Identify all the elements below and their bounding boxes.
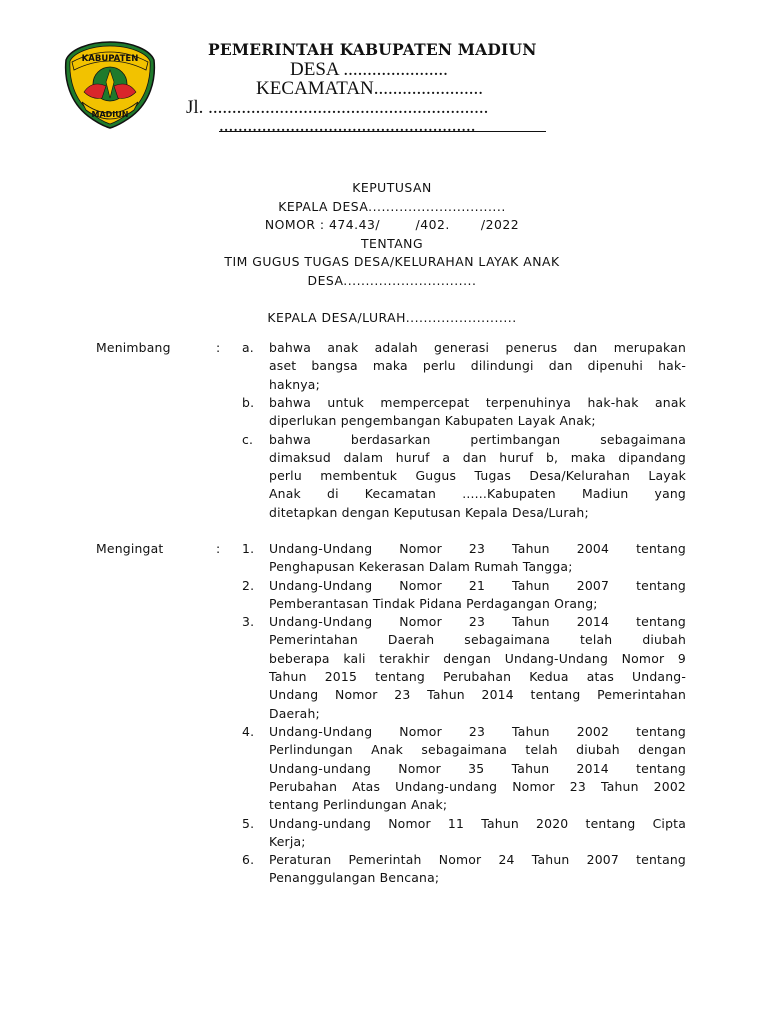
- letterhead-title: PEMERINTAH KABUPATEN MADIUN: [208, 40, 537, 59]
- mengingat-item: [242, 851, 686, 888]
- mengingat-item: [242, 577, 686, 614]
- mengingat-item-line: Peraturan Pemerintah Nomor 24 Tahun 2007 tentang: [269, 852, 686, 868]
- menimbang-item-line: Anak di Kecamatan ......Kabupaten Madiun yang: [269, 486, 686, 502]
- mengingat-label: Mengingat: [96, 541, 164, 556]
- menimbang-item-line: bahwa berdasarkan pertimbangan sebagaimana: [269, 431, 686, 447]
- menimbang-item: [242, 339, 686, 394]
- heading-kepala-desa: KEPALA DESA...............................: [278, 199, 506, 214]
- mengingat-item-marker: 6.: [242, 852, 255, 868]
- menimbang-item-line: dimaksud dalam huruf a dan huruf b, maka dipandang: [269, 449, 686, 465]
- menimbang-item-marker: a.: [242, 340, 254, 355]
- mengingat-item-line: beberapa kali terakhir dengan Undang-Undang Nomor 9: [269, 650, 686, 666]
- menimbang-item-line: diperlukan pengembangan Kabupaten Layak Anak;: [269, 413, 596, 429]
- mengingat-item-marker: 1.: [242, 541, 255, 556]
- logo-text-bottom: MADIUN: [91, 110, 129, 119]
- kabupaten-madiun-emblem: [62, 40, 158, 130]
- heading-keputusan: KEPUTUSAN: [352, 180, 432, 195]
- mengingat-item-line: Penghapusan Kekerasan Dalam Rumah Tangga;: [269, 559, 573, 575]
- menimbang-colon: :: [216, 340, 221, 355]
- mengingat-item-line: Kerja;: [269, 833, 306, 849]
- mengingat-item-line: Undang-Undang Nomor 23 Tahun 2004 tentang: [269, 541, 686, 556]
- mengingat-item-line: Undang-Undang Nomor 23 Tahun 2014 tentang: [269, 614, 686, 630]
- mengingat-item-line: Perlindungan Anak sebagaimana telah diubah dengan: [269, 742, 686, 758]
- menimbang-item-line: perlu membentuk Gugus Tugas Desa/Kelurahan Layak: [269, 468, 686, 484]
- mengingat-item-text: [269, 851, 686, 888]
- mengingat-item-line: Tahun 2015 tentang Perubahan Kedua atas Undang-: [269, 669, 686, 685]
- menimbang-item: [242, 394, 686, 431]
- letterhead-jalan: Jl. ...........................................................: [186, 97, 489, 118]
- mengingat-item-text: [269, 540, 686, 577]
- menimbang-item-line: bahwa untuk mempercepat terpenuhinya hak-hak anak: [269, 394, 686, 410]
- mengingat-item: [242, 613, 686, 723]
- mengingat-colon: :: [216, 541, 221, 556]
- menimbang-item-text: [269, 431, 686, 522]
- mengingat-item-marker: 5.: [242, 815, 255, 831]
- mengingat-item-line: Pemberantasan Tindak Pidana Perdagangan Orang;: [269, 595, 598, 611]
- heading-subject-line1: TIM GUGUS TUGAS DESA/KELURAHAN LAYAK ANAK: [224, 254, 560, 269]
- mengingat-item-text: [269, 577, 686, 614]
- mengingat-item-line: Pemerintahan Daerah sebagaimana telah diubah: [269, 632, 686, 648]
- mengingat-item-line: Daerah;: [269, 705, 320, 721]
- mengingat-item-text: [269, 723, 686, 814]
- heading-nomor: NOMOR : 474.43/ /402. /2022: [264, 217, 520, 232]
- menimbang-item-marker: c.: [242, 431, 254, 447]
- heading-tentang: TENTANG: [360, 236, 424, 251]
- mengingat-item-line: Perubahan Atas Undang-undang Nomor 23 Tahun 2002: [269, 778, 686, 794]
- letterhead-address-line2: ......................................................: [219, 115, 476, 136]
- mengingat-item: [242, 723, 686, 814]
- mengingat-item-line: Undang-undang Nomor 11 Tahun 2020 tentang Cipta: [269, 815, 686, 831]
- letterhead-desa: DESA ......................: [290, 59, 448, 80]
- letterhead-kecamatan: KECAMATAN.......................: [256, 78, 484, 99]
- menimbang-item-line: haknya;: [269, 376, 320, 392]
- mengingat-item-text: [269, 613, 686, 723]
- mengingat-item-line: Undang Nomor 23 Tahun 2014 tentang Pemerintahan: [269, 687, 686, 703]
- menimbang-item-marker: b.: [242, 394, 255, 410]
- menimbang-item-line: aset bangsa maka perlu dilindungi dan dipenuhi hak-: [269, 358, 686, 374]
- heading-kepala-desa-lurah: KEPALA DESA/LURAH.........................: [267, 310, 517, 325]
- menimbang-item-text: [269, 394, 686, 431]
- mengingat-item-line: Undang-Undang Nomor 23 Tahun 2002 tentang: [269, 724, 686, 739]
- mengingat-item-line: Undang-Undang Nomor 21 Tahun 2007 tentang: [269, 577, 686, 593]
- mengingat-item-text: [269, 815, 686, 852]
- menimbang-item-line: bahwa anak adalah generasi penerus dan merupakan: [269, 340, 686, 355]
- menimbang-item-line: ditetapkan dengan Keputusan Kepala Desa/Lurah;: [269, 504, 589, 520]
- mengingat-item: [242, 815, 686, 852]
- menimbang-item: [242, 431, 686, 522]
- mengingat-item-marker: 4.: [242, 724, 255, 739]
- mengingat-item-line: Penanggulangan Bencana;: [269, 870, 440, 886]
- mengingat-item-marker: 3.: [242, 614, 255, 630]
- mengingat-item-marker: 2.: [242, 577, 255, 593]
- menimbang-label: Menimbang: [96, 340, 171, 355]
- letterhead-rule: [219, 131, 546, 132]
- menimbang-item-text: [269, 339, 686, 394]
- mengingat-item-line: tentang Perlindungan Anak;: [269, 797, 448, 813]
- logo-text-top: KABUPATEN: [81, 54, 139, 64]
- mengingat-item: [242, 540, 686, 577]
- mengingat-item-line: Undang-undang Nomor 35 Tahun 2014 tentang: [269, 760, 686, 776]
- heading-subject-line2: DESA..............................: [307, 273, 477, 288]
